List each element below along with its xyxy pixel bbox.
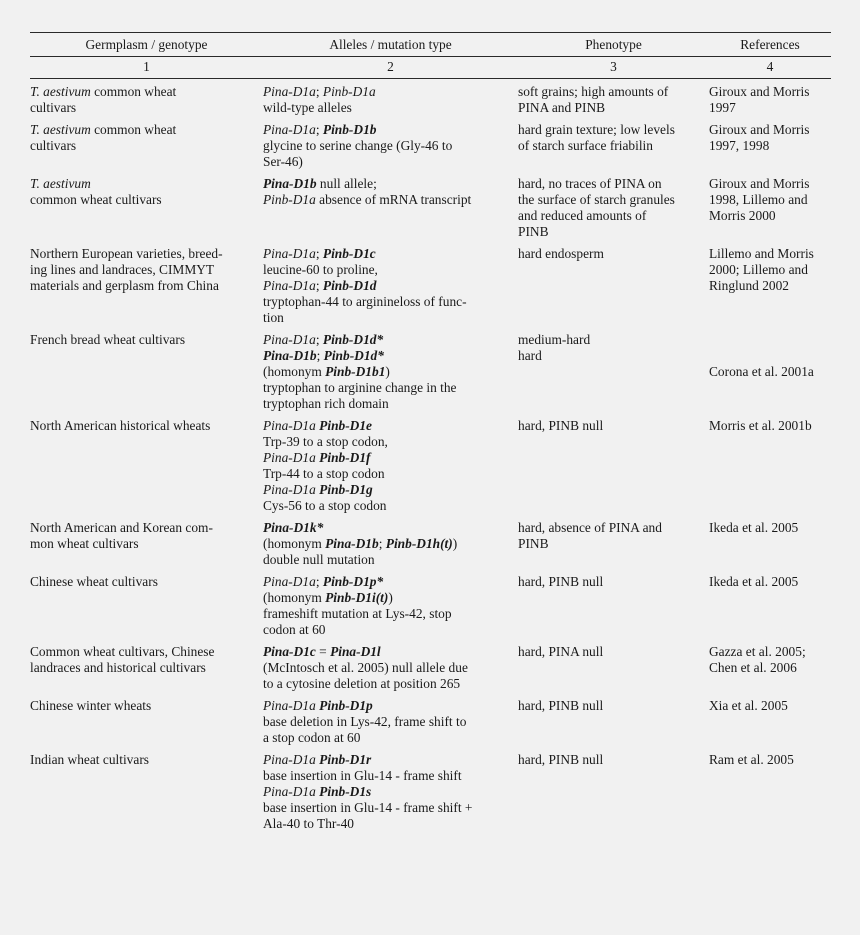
text-run: ;	[315, 246, 323, 261]
text-run: (McIntosch et al. 2005) null allele due	[263, 660, 468, 675]
text-run: cultivars	[30, 100, 77, 115]
cell-line	[263, 520, 518, 536]
text-run: Ser-46)	[263, 154, 303, 169]
cell-line	[709, 262, 831, 278]
cell-line	[30, 660, 263, 676]
cell-line	[709, 122, 831, 138]
text-run: Pinb-D1h(t)	[385, 536, 453, 551]
cell-line	[30, 84, 263, 100]
text-run: T. aestivum	[30, 84, 91, 99]
cell-line	[263, 800, 518, 816]
cell-line	[30, 536, 263, 552]
text-run: of starch surface friabilin	[518, 138, 653, 153]
cell-line	[30, 100, 263, 116]
phenotype-cell	[518, 693, 709, 747]
text-run: Ram et al. 2005	[709, 752, 794, 767]
phenotype-cell	[518, 117, 709, 171]
cell-line	[263, 606, 518, 622]
cell-line	[709, 660, 831, 676]
text-run: Pinb-D1e	[319, 418, 372, 433]
text-run: Pinb-D1i(t)	[325, 590, 389, 605]
cell-line	[518, 520, 709, 536]
alleles-table	[30, 32, 831, 833]
text-run: to a cytosine deletion at position 265	[263, 676, 461, 691]
cell-line	[709, 574, 831, 590]
text-run: Pina-D1b	[325, 536, 379, 551]
text-run: Pinb-D1a	[263, 192, 316, 207]
text-run: French bread wheat cultivars	[30, 332, 186, 347]
text-run: ;	[378, 536, 386, 551]
text-run: Chen et al. 2006	[709, 660, 797, 675]
phenotype-cell	[518, 747, 709, 833]
text-run: Pina-D1a	[263, 122, 316, 137]
text-run: Lillemo and Morris	[709, 246, 814, 261]
cell-line	[709, 698, 831, 714]
text-run: tryptophan-44 to arginineloss of func-	[263, 294, 467, 309]
text-run: Pina-D1a	[263, 418, 316, 433]
phenotype-cell	[518, 171, 709, 241]
text-run: materials and gerplasm from China	[30, 278, 219, 293]
table-header	[30, 33, 831, 79]
text-run: Pina-D1a	[263, 698, 316, 713]
text-run: Common wheat cultivars, Chinese	[30, 644, 215, 659]
table-row	[30, 515, 831, 569]
text-run: Pinb-D1d*	[322, 332, 384, 347]
cell-line	[263, 622, 518, 638]
cell-line	[263, 246, 518, 262]
cell-line	[263, 730, 518, 746]
cell-line	[263, 364, 518, 380]
text-run: Pina-D1a	[263, 246, 316, 261]
germplasm-cell	[30, 693, 263, 747]
text-run: North American historical wheats	[30, 418, 211, 433]
text-run: hard endosperm	[518, 246, 604, 261]
text-run: hard grain texture; low levels	[518, 122, 675, 137]
cell-line	[263, 348, 518, 364]
cell-line	[263, 752, 518, 768]
cell-line	[263, 574, 518, 590]
cell-line	[263, 714, 518, 730]
text-run: Giroux and Morris	[709, 84, 810, 99]
cell-line	[30, 574, 263, 590]
cell-line	[709, 644, 831, 660]
table-row	[30, 747, 831, 833]
text-run: common wheat	[90, 122, 177, 137]
column-number-2: 2	[263, 57, 518, 79]
text-run: codon at 60	[263, 622, 326, 637]
text-run: Ikeda et al. 2005	[709, 574, 799, 589]
cell-line	[263, 192, 518, 208]
text-run: hard	[518, 348, 542, 363]
table-row	[30, 413, 831, 515]
cell-line	[263, 434, 518, 450]
text-run: =	[315, 644, 331, 659]
cell-line	[263, 816, 518, 832]
germplasm-cell	[30, 171, 263, 241]
text-run: Pinb-D1f	[319, 450, 371, 465]
cell-line	[263, 660, 518, 676]
text-run: Pina-D1a	[263, 450, 316, 465]
text-run: Northern European varieties, breed-	[30, 246, 223, 261]
text-run: hard, PINB null	[518, 574, 604, 589]
text-run: Pinb-D1b1	[325, 364, 386, 379]
cell-line	[263, 332, 518, 348]
cell-line	[30, 752, 263, 768]
cell-line	[30, 418, 263, 434]
cell-line	[30, 278, 263, 294]
text-run: Trp-44 to a stop codon	[263, 466, 385, 481]
text-run: base insertion in Glu-14 - frame shift +	[263, 800, 473, 815]
text-run: Corona et al. 2001a	[709, 364, 814, 379]
text-run: PINB	[518, 224, 549, 239]
header-phenotype: Phenotype	[518, 33, 709, 57]
header-references: References	[709, 33, 831, 57]
germplasm-cell	[30, 639, 263, 693]
references-cell	[709, 569, 831, 639]
text-run: and reduced amounts of	[518, 208, 647, 223]
cell-line	[518, 138, 709, 154]
text-run: Pinb-D1p	[319, 698, 373, 713]
text-run: (homonym	[263, 364, 326, 379]
column-number-3: 3	[518, 57, 709, 79]
text-run: tryptophan rich domain	[263, 396, 389, 411]
table-row	[30, 241, 831, 327]
text-run: Pina-D1a	[263, 784, 316, 799]
alleles-cell	[263, 327, 518, 413]
cell-line	[518, 122, 709, 138]
text-run: hard, PINB null	[518, 698, 604, 713]
text-run: Pinb-D1c	[322, 246, 376, 261]
cell-line	[263, 552, 518, 568]
text-run: wild-type alleles	[263, 100, 352, 115]
cell-line	[30, 262, 263, 278]
references-cell	[709, 117, 831, 171]
cell-line	[709, 520, 831, 536]
text-run: glycine to serine change (Gly-46 to	[263, 138, 453, 153]
cell-line	[518, 752, 709, 768]
text-run: (homonym	[263, 590, 326, 605]
cell-line	[709, 138, 831, 154]
header-germplasm: Germplasm / genotype	[30, 33, 263, 57]
text-run: double null mutation	[263, 552, 375, 567]
references-cell	[709, 241, 831, 327]
text-run: (homonym	[263, 536, 326, 551]
text-run: Pina-D1a	[263, 482, 316, 497]
text-run: Pina-D1a	[263, 574, 316, 589]
references-cell	[709, 171, 831, 241]
text-run: T. aestivum	[30, 176, 91, 191]
text-run: Ikeda et al. 2005	[709, 520, 799, 535]
references-cell	[709, 79, 831, 118]
text-run: )	[385, 364, 390, 379]
text-run: Chinese winter wheats	[30, 698, 152, 713]
cell-line	[263, 294, 518, 310]
text-run: Pina-D1l	[330, 644, 381, 659]
phenotype-cell	[518, 515, 709, 569]
text-run: ;	[316, 348, 324, 363]
cell-line	[709, 278, 831, 294]
text-run: ;	[315, 332, 323, 347]
text-run: Trp-39 to a stop codon,	[263, 434, 388, 449]
text-run: ;	[315, 122, 323, 137]
text-run: the surface of starch granules	[518, 192, 675, 207]
phenotype-cell	[518, 413, 709, 515]
cell-line	[263, 450, 518, 466]
cell-line	[263, 154, 518, 170]
cell-line	[518, 418, 709, 434]
cell-line	[263, 138, 518, 154]
cell-line	[30, 138, 263, 154]
text-run: hard, no traces of PINA on	[518, 176, 662, 191]
column-number-4: 4	[709, 57, 831, 79]
text-run: Indian wheat cultivars	[30, 752, 149, 767]
cell-line	[518, 208, 709, 224]
text-run: 1998, Lillemo and	[709, 192, 808, 207]
alleles-cell	[263, 639, 518, 693]
germplasm-cell	[30, 327, 263, 413]
cell-line	[263, 84, 518, 100]
alleles-cell	[263, 79, 518, 118]
text-run: hard, PINB null	[518, 418, 604, 433]
text-run: )	[388, 590, 393, 605]
text-run: Ringlund 2002	[709, 278, 789, 293]
cell-line	[709, 208, 831, 224]
cell-line	[709, 84, 831, 100]
text-run: Pinb-D1d*	[323, 348, 384, 363]
cell-line	[263, 644, 518, 660]
text-run: Pinb-D1s	[319, 784, 372, 799]
text-run: Pina-D1a	[263, 332, 316, 347]
cell-line	[263, 482, 518, 498]
phenotype-cell	[518, 569, 709, 639]
text-run: tryptophan to arginine change in the	[263, 380, 457, 395]
table-row	[30, 171, 831, 241]
cell-line	[518, 644, 709, 660]
text-run: landraces and historical cultivars	[30, 660, 206, 675]
cell-line	[263, 176, 518, 192]
text-run: 1997, 1998	[709, 138, 770, 153]
cell-line	[263, 278, 518, 294]
text-run: Xia et al. 2005	[709, 698, 788, 713]
cell-line	[263, 262, 518, 278]
cell-line	[30, 644, 263, 660]
column-number-1: 1	[30, 57, 263, 79]
table-row	[30, 327, 831, 413]
cell-line	[30, 332, 263, 348]
cell-line	[263, 100, 518, 116]
table-row	[30, 117, 831, 171]
text-run: ;	[315, 278, 323, 293]
text-run: a stop codon at 60	[263, 730, 361, 745]
cell-line	[518, 536, 709, 552]
text-run: Pina-D1k*	[263, 520, 324, 535]
cell-line	[30, 122, 263, 138]
text-run: 2000; Lillemo and	[709, 262, 808, 277]
references-cell	[709, 693, 831, 747]
cell-line	[518, 224, 709, 240]
alleles-cell	[263, 171, 518, 241]
alleles-cell	[263, 747, 518, 833]
cell-line	[518, 246, 709, 262]
text-run: Pina-D1b	[263, 348, 317, 363]
text-run: Morris 2000	[709, 208, 776, 223]
phenotype-cell	[518, 639, 709, 693]
text-run: hard, PINB null	[518, 752, 604, 767]
cell-line	[263, 122, 518, 138]
cell-line	[709, 364, 831, 380]
references-cell	[709, 327, 831, 413]
header-row	[30, 33, 831, 57]
references-cell	[709, 639, 831, 693]
text-run: Gazza et al. 2005;	[709, 644, 806, 659]
text-run: Pina-D1a	[263, 752, 316, 767]
cell-line	[518, 574, 709, 590]
text-run: Pina-D1a	[263, 278, 316, 293]
alleles-cell	[263, 117, 518, 171]
references-cell	[709, 413, 831, 515]
table-row	[30, 639, 831, 693]
text-run: Pinb-D1p*	[322, 574, 384, 589]
cell-line	[518, 84, 709, 100]
cell-line	[709, 176, 831, 192]
text-run: base deletion in Lys-42, frame shift to	[263, 714, 467, 729]
text-run: )	[452, 536, 458, 551]
cell-line	[263, 498, 518, 514]
text-run: ;	[315, 84, 323, 99]
header-alleles: Alleles / mutation type	[263, 33, 518, 57]
text-run: 1997	[709, 100, 736, 115]
germplasm-cell	[30, 117, 263, 171]
text-run: T. aestivum	[30, 122, 91, 137]
text-run: Morris et al. 2001b	[709, 418, 812, 433]
text-run: North American and Korean com-	[30, 520, 213, 535]
cell-line	[30, 698, 263, 714]
germplasm-cell	[30, 413, 263, 515]
text-run: hard, absence of PINA and	[518, 520, 662, 535]
text-run: mon wheat cultivars	[30, 536, 139, 551]
text-run: ;	[315, 574, 323, 589]
cell-line	[30, 246, 263, 262]
cell-line	[263, 380, 518, 396]
cell-line	[263, 676, 518, 692]
alleles-cell	[263, 515, 518, 569]
cell-line	[263, 590, 518, 606]
cell-line	[263, 768, 518, 784]
text-run: medium-hard	[518, 332, 591, 347]
text-run: hard, PINA null	[518, 644, 604, 659]
text-run: PINA and PINB	[518, 100, 606, 115]
cell-line	[518, 332, 709, 348]
text-run: Giroux and Morris	[709, 176, 810, 191]
cell-line	[30, 520, 263, 536]
text-run: common wheat	[90, 84, 177, 99]
text-run: null allele;	[316, 176, 377, 191]
cell-line	[263, 396, 518, 412]
germplasm-cell	[30, 515, 263, 569]
cell-line	[518, 698, 709, 714]
text-run: Pinb-D1g	[319, 482, 373, 497]
text-run: soft grains; high amounts of	[518, 84, 669, 99]
phenotype-cell	[518, 327, 709, 413]
cell-line	[263, 698, 518, 714]
cell-line	[263, 536, 518, 552]
cell-line	[263, 784, 518, 800]
table-row	[30, 693, 831, 747]
cell-line	[518, 100, 709, 116]
table-row	[30, 569, 831, 639]
text-run: Giroux and Morris	[709, 122, 810, 137]
germplasm-cell	[30, 569, 263, 639]
cell-line	[263, 310, 518, 326]
references-cell	[709, 747, 831, 833]
germplasm-cell	[30, 747, 263, 833]
text-run: common wheat cultivars	[30, 192, 162, 207]
table-row	[30, 79, 831, 118]
cell-line	[30, 192, 263, 208]
alleles-cell	[263, 241, 518, 327]
text-run: Pinb-D1a	[322, 84, 376, 99]
phenotype-cell	[518, 241, 709, 327]
cell-line	[709, 192, 831, 208]
cell-line	[30, 176, 263, 192]
cell-line	[709, 752, 831, 768]
text-run: cultivars	[30, 138, 77, 153]
text-run: base insertion in Glu-14 - frame shift	[263, 768, 462, 783]
text-run: Pinb-D1r	[319, 752, 372, 767]
germplasm-cell	[30, 241, 263, 327]
text-run: Pina-D1c	[263, 644, 316, 659]
text-run: frameshift mutation at Lys-42, stop	[263, 606, 452, 621]
cell-line	[709, 246, 831, 262]
references-cell	[709, 515, 831, 569]
column-number-row	[30, 57, 831, 79]
germplasm-cell	[30, 79, 263, 118]
phenotype-cell	[518, 79, 709, 118]
cell-line	[518, 192, 709, 208]
text-run: PINB	[518, 536, 549, 551]
text-run: Chinese wheat cultivars	[30, 574, 158, 589]
text-run: tion	[263, 310, 284, 325]
alleles-cell	[263, 693, 518, 747]
text-run: absence of mRNA transcript	[315, 192, 472, 207]
cell-line	[518, 176, 709, 192]
text-run: Pinb-D1d	[322, 278, 377, 293]
cell-line	[709, 418, 831, 434]
text-run: Pinb-D1b	[322, 122, 377, 137]
cell-line	[263, 466, 518, 482]
cell-line	[518, 348, 709, 364]
text-run: ing lines and landraces, CIMMYT	[30, 262, 215, 277]
text-run: Pina-D1b	[263, 176, 317, 191]
text-run: Cys-56 to a stop codon	[263, 498, 387, 513]
alleles-cell	[263, 569, 518, 639]
text-run: leucine-60 to proline,	[263, 262, 378, 277]
text-run: Ala-40 to Thr-40	[263, 816, 354, 831]
alleles-cell	[263, 413, 518, 515]
text-run: Pina-D1a	[263, 84, 316, 99]
cell-line	[709, 100, 831, 116]
table-body	[30, 79, 831, 834]
cell-line	[263, 418, 518, 434]
